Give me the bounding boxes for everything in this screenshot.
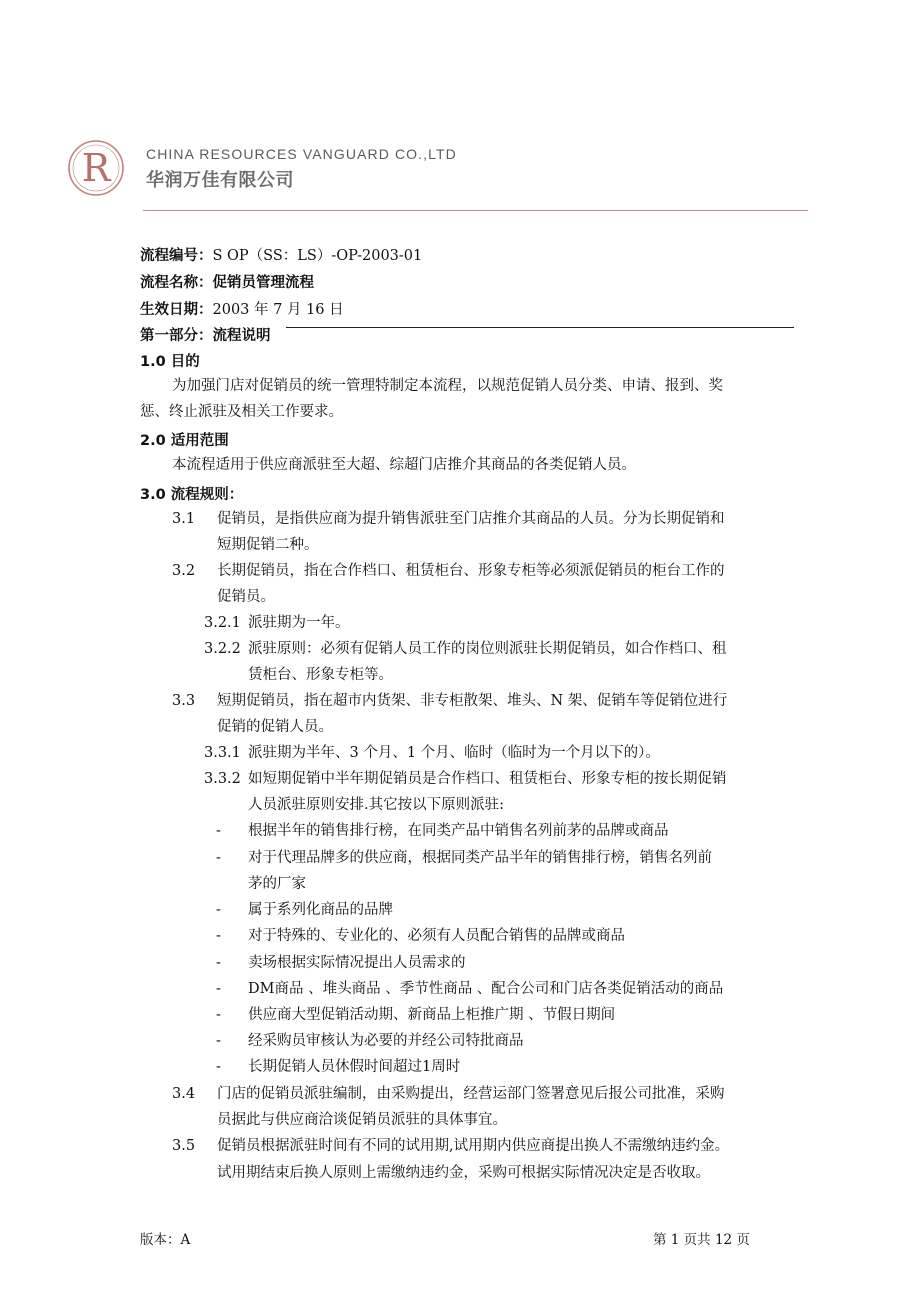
bullet-dash: - — [216, 955, 221, 971]
rule-3-2-2-line-2: 赁柜台、形象专柜等。 — [248, 667, 393, 683]
bullet-dash: - — [216, 902, 221, 918]
bullet-item-continued: 茅的厂家 — [248, 876, 306, 892]
company-logo — [66, 138, 126, 198]
footer-version: 版本：A — [140, 1232, 191, 1248]
rule-3-2-line-2: 促销员。 — [217, 589, 275, 605]
bullet-item: 对于代理品牌多的供应商，根据同类产品半年的销售排行榜，销售名列前 — [248, 850, 712, 866]
purpose-line-1: 为加强门店对促销员的统一管理特制定本流程，以规范促销人员分类、申请、报到、奖 — [172, 378, 723, 394]
company-name-cn: 华润万佳有限公司 — [146, 170, 294, 191]
bullet-item: 长期促销人员休假时间超过1周时 — [248, 1059, 461, 1075]
section-heading-scope: 2.0 适用范围 — [140, 433, 229, 449]
process-name-value: 促销员管理流程 — [212, 275, 314, 291]
part-title: 第一部分：流程说明 — [140, 328, 271, 344]
rule-3-2-line-1: 长期促销员，指在合作档口、租赁柜台、形象专柜等必须派促销员的柜台工作的 — [217, 563, 725, 579]
section-heading-rules: 3.0 流程规则： — [140, 487, 244, 503]
rule-number: 3.5 — [172, 1138, 196, 1154]
bullet-item: 供应商大型促销活动期、新商品上柜推广期 、节假日期间 — [248, 1007, 616, 1023]
rule-3-2-2-line-1: 派驻原则：必须有促销人员工作的岗位则派驻长期促销员，如合作档口、租 — [248, 641, 727, 657]
rule-3-4-line-2: 员据此与供应商洽谈促销员派驻的具体事宜。 — [217, 1112, 507, 1128]
rule-number: 3.4 — [172, 1086, 196, 1102]
bullet-item: 根据半年的销售排行榜，在同类产品中销售名列前茅的品牌或商品 — [248, 823, 669, 839]
purpose-line-2: 惩、终止派驻及相关工作要求。 — [140, 404, 343, 420]
bullet-dash: - — [216, 928, 221, 944]
rule-3-2-1-text: 派驻期为一年。 — [248, 615, 350, 631]
rule-3-1-line-1: 促销员，是指供应商为提升销售派驻至门店推介其商品的人员。分为长期促销和 — [217, 511, 725, 527]
logo-letter: R — [81, 146, 111, 190]
bullet-dash: - — [216, 981, 221, 997]
bullet-dash: - — [216, 823, 221, 839]
bullet-dash: - — [216, 1007, 221, 1023]
section-heading-purpose: 1.0 目的 — [140, 354, 200, 370]
process-code-label: 流程编号： — [140, 248, 213, 264]
effective-date-label: 生效日期： — [140, 302, 213, 318]
rule-number: 3.3.1 — [204, 745, 241, 761]
process-code-value: S OP（SS：LS）-OP-2003-01 — [212, 248, 423, 264]
rule-3-3-2-line-1: 如短期促销中半年期促销员是合作档口、租赁柜台、形象专柜的按长期促销 — [248, 771, 727, 787]
rule-3-3-2-line-2: 人员派驻原则安排.其它按以下原则派驻: — [248, 797, 504, 813]
bullet-item: DM商品 、堆头商品 、季节性商品 、配合公司和门店各类促销活动的商品 — [248, 981, 724, 997]
footer-page-number: 第 1 页共 12 页 — [653, 1232, 750, 1248]
bullet-item: 卖场根据实际情况提出人员需求的 — [248, 955, 466, 971]
rule-number: 3.2.1 — [204, 615, 241, 631]
process-code — [140, 244, 422, 265]
rule-3-5-line-1: 促销员根据派驻时间有不同的试用期,试用期内供应商提出换人不需缴纳违约金。 — [217, 1138, 730, 1154]
effective-date-value: 2003 年 7 月 16 日 — [212, 302, 344, 318]
rule-number: 3.1 — [172, 511, 196, 527]
rule-number: 3.3.2 — [204, 771, 241, 787]
process-name-label: 流程名称： — [140, 275, 213, 291]
rule-number: 3.2 — [172, 563, 196, 579]
header-divider — [143, 210, 808, 211]
bullet-item: 经采购员审核认为必要的并经公司特批商品 — [248, 1033, 524, 1049]
part-divider — [286, 327, 794, 328]
bullet-item: 属于系列化商品的品牌 — [248, 902, 393, 918]
bullet-dash: - — [216, 1033, 221, 1049]
bullet-item: 对于特殊的、专业化的、必须有人员配合销售的品牌或商品 — [248, 928, 625, 944]
process-name — [140, 271, 314, 292]
scope-line-1: 本流程适用于供应商派驻至大超、综超门店推介其商品的各类促销人员。 — [172, 457, 636, 473]
effective-date — [140, 298, 344, 319]
rule-3-4-line-1: 门店的促销员派驻编制，由采购提出，经营运部门签署意见后报公司批准，采购 — [217, 1086, 725, 1102]
bullet-dash: - — [216, 1059, 221, 1075]
bullet-dash: - — [216, 850, 221, 866]
rule-number: 3.3 — [172, 693, 196, 709]
rule-number: 3.2.2 — [204, 641, 241, 657]
rule-3-3-line-1: 短期促销员，指在超市内货架、非专柜散架、堆头、N 架、促销车等促销位进行 — [217, 693, 728, 709]
rule-3-3-line-2: 促销的促销人员。 — [217, 719, 333, 735]
rule-3-3-1-text: 派驻期为半年、3 个月、1 个月、临时（临时为一个月以下的）。 — [248, 745, 660, 761]
company-name-en: CHINA RESOURCES VANGUARD CO.,LTD — [146, 146, 457, 162]
rule-3-1-line-2: 短期促销二种。 — [217, 537, 319, 553]
rule-3-5-line-2: 试用期结束后换人原则上需缴纳违约金，采购可根据实际情况决定是否收取。 — [217, 1165, 710, 1181]
